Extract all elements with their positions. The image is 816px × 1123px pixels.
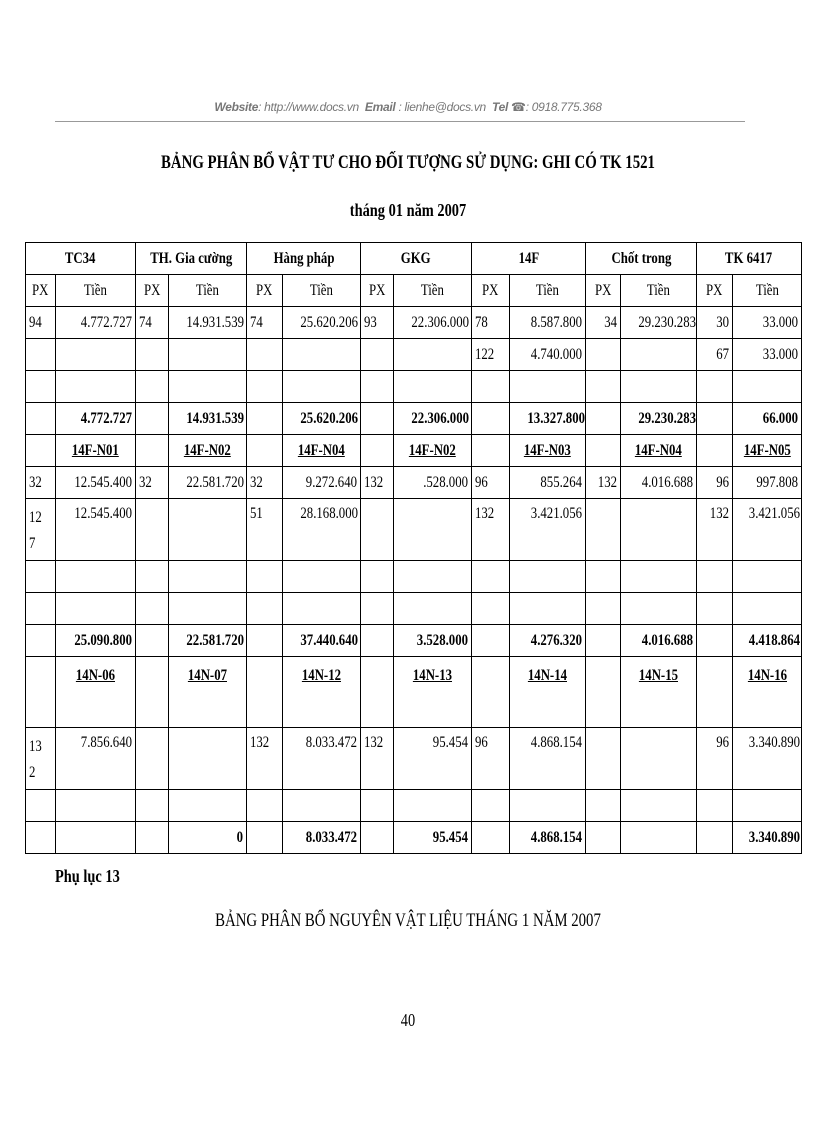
tel-number: ☎: 0918.775.368 (511, 100, 602, 114)
px-cell (136, 561, 169, 593)
amount-cell: 14F-N01 (56, 435, 136, 467)
amount-cell (283, 790, 361, 822)
px-cell (586, 403, 621, 435)
px-cell (361, 822, 394, 854)
px-cell: 32 (136, 467, 169, 499)
document-title: BẢNG PHÂN BỔ VẬT TƯ CHO ĐỐI TƯỢNG SỬ DỤNG: GHI CÓ TK 1521 (161, 152, 655, 173)
amount-cell: 25.620.206 (283, 403, 361, 435)
email-address: : lienhe@docs.vn (398, 100, 486, 114)
amount-cell: 95.454 (394, 728, 472, 790)
amount-cell: 95.454 (394, 822, 472, 854)
amount-cell (621, 822, 697, 854)
amount-cell: 14N-06 (56, 657, 136, 728)
amount-cell (394, 339, 472, 371)
tien-header: Tiền (56, 275, 136, 307)
px-cell (697, 625, 733, 657)
px-cell: 96 (472, 728, 510, 790)
amount-cell: 14F-N02 (394, 435, 472, 467)
px-cell (26, 403, 56, 435)
px-cell (136, 403, 169, 435)
amount-cell: 0 (169, 822, 247, 854)
amount-cell (394, 593, 472, 625)
px-cell (247, 657, 283, 728)
px-cell (472, 822, 510, 854)
px-cell (361, 561, 394, 593)
amount-cell: 4.016.688 (621, 625, 697, 657)
email-label: Email (364, 100, 396, 114)
amount-cell (394, 499, 472, 561)
tien-header: Tiền (283, 275, 361, 307)
amount-cell: 4.868.154 (510, 822, 586, 854)
px-cell (26, 371, 56, 403)
amount-cell: 3.528.000 (394, 625, 472, 657)
px-cell (586, 371, 621, 403)
px-cell: 13 2 (26, 728, 56, 790)
amount-cell (169, 593, 247, 625)
website-label: Website (214, 100, 259, 114)
px-cell (136, 625, 169, 657)
px-cell (136, 371, 169, 403)
px-cell (136, 435, 169, 467)
header-rule (55, 121, 745, 122)
amount-cell: 8.033.472 (283, 728, 361, 790)
amount-cell: 3.421.056 (510, 499, 586, 561)
px-cell (26, 561, 56, 593)
px-cell (361, 403, 394, 435)
px-header: PX (361, 275, 394, 307)
amount-cell: 14N-15 (621, 657, 697, 728)
document-subtitle: tháng 01 năm 2007 (349, 200, 467, 220)
table-row (26, 657, 802, 728)
amount-cell (621, 593, 697, 625)
px-cell (361, 371, 394, 403)
tien-header: Tiền (394, 275, 472, 307)
px-cell (697, 790, 733, 822)
px-cell: 96 (472, 467, 510, 499)
px-cell: 132 (247, 728, 283, 790)
px-cell: 12 7 (26, 499, 56, 561)
px-cell (247, 790, 283, 822)
page-number: 40 (400, 1010, 416, 1030)
amount-cell: 13.327.800 (510, 403, 586, 435)
px-cell (247, 561, 283, 593)
amount-cell: 3.421.056 (733, 499, 802, 561)
px-cell (26, 593, 56, 625)
px-cell (247, 339, 283, 371)
px-cell (136, 728, 169, 790)
amount-cell (56, 371, 136, 403)
amount-cell (394, 790, 472, 822)
px-cell (697, 435, 733, 467)
px-cell: 74 (247, 307, 283, 339)
amount-cell (56, 561, 136, 593)
table-row (26, 435, 802, 467)
amount-cell: 12.545.400 (56, 467, 136, 499)
group-header: TH. Gia cường (136, 243, 247, 275)
px-cell (697, 593, 733, 625)
px-cell: 30 (697, 307, 733, 339)
px-cell (26, 822, 56, 854)
table-row (26, 822, 802, 854)
amount-cell: 25.620.206 (283, 307, 361, 339)
group-header: TC34 (26, 243, 136, 275)
px-cell (361, 790, 394, 822)
px-cell (697, 403, 733, 435)
px-cell: 34 (586, 307, 621, 339)
px-cell (472, 561, 510, 593)
amount-cell: 33.000 (733, 307, 802, 339)
page-header (0, 100, 816, 114)
px-cell: 32 (247, 467, 283, 499)
px-cell (361, 625, 394, 657)
amount-cell (510, 790, 586, 822)
px-header: PX (26, 275, 56, 307)
amount-cell: 22.306.000 (394, 307, 472, 339)
table-row (26, 593, 802, 625)
amount-cell (733, 371, 802, 403)
amount-cell (169, 561, 247, 593)
px-cell (136, 822, 169, 854)
second-title: BẢNG PHÂN BỔ NGUYÊN VẬT LIỆU THÁNG 1 NĂM 2007 (215, 910, 601, 931)
px-cell (586, 435, 621, 467)
table-row (26, 790, 802, 822)
amount-cell: 14N-07 (169, 657, 247, 728)
px-cell (26, 790, 56, 822)
amount-cell: 14F-N03 (510, 435, 586, 467)
px-cell (247, 822, 283, 854)
amount-cell: 9.272.640 (283, 467, 361, 499)
amount-cell: 22.581.720 (169, 625, 247, 657)
px-cell (472, 657, 510, 728)
px-cell (136, 657, 169, 728)
px-cell (247, 403, 283, 435)
amount-cell: 22.581.720 (169, 467, 247, 499)
px-cell (247, 625, 283, 657)
amount-cell: 12.545.400 (56, 499, 136, 561)
amount-cell (621, 339, 697, 371)
tien-header: Tiền (621, 275, 697, 307)
amount-cell: 29.230.283 (621, 403, 697, 435)
px-cell (697, 561, 733, 593)
amount-cell (56, 790, 136, 822)
amount-cell: 4.868.154 (510, 728, 586, 790)
amount-cell: 14.931.539 (169, 403, 247, 435)
amount-cell: 3.340.890 (733, 822, 802, 854)
px-cell (361, 499, 394, 561)
amount-cell: 29.230.283 (621, 307, 697, 339)
px-cell (472, 625, 510, 657)
px-header: PX (697, 275, 733, 307)
px-cell: 122 (472, 339, 510, 371)
group-header: Hàng pháp (247, 243, 361, 275)
amount-cell: 855.264 (510, 467, 586, 499)
px-cell (586, 593, 621, 625)
amount-cell (283, 339, 361, 371)
tel-label: Tel (492, 100, 508, 114)
amount-cell: 25.090.800 (56, 625, 136, 657)
amount-cell: 3.340.890 (733, 728, 802, 790)
px-cell (586, 657, 621, 728)
px-cell (697, 371, 733, 403)
group-header: Chốt trong (586, 243, 697, 275)
px-cell (586, 499, 621, 561)
px-cell: 132 (697, 499, 733, 561)
amount-cell (169, 339, 247, 371)
amount-cell: 14N-14 (510, 657, 586, 728)
allocation-table (25, 242, 802, 854)
amount-cell: 7.856.640 (56, 728, 136, 790)
group-header: TK 6417 (697, 243, 802, 275)
amount-cell (169, 728, 247, 790)
amount-cell: 14F-N04 (621, 435, 697, 467)
px-cell (472, 403, 510, 435)
amount-cell: 4.740.000 (510, 339, 586, 371)
px-cell (247, 371, 283, 403)
px-cell: 132 (586, 467, 621, 499)
amount-cell: 14N-12 (283, 657, 361, 728)
px-cell (697, 657, 733, 728)
amount-cell: 8.033.472 (283, 822, 361, 854)
px-cell (361, 435, 394, 467)
px-cell (586, 728, 621, 790)
px-cell (26, 657, 56, 728)
amount-cell (56, 822, 136, 854)
px-header: PX (472, 275, 510, 307)
px-cell: 132 (472, 499, 510, 561)
px-cell: 96 (697, 467, 733, 499)
amount-cell: 14F-N04 (283, 435, 361, 467)
amount-cell: 4.418.864 (733, 625, 802, 657)
tien-header: Tiền (733, 275, 802, 307)
amount-cell (733, 561, 802, 593)
amount-cell (510, 371, 586, 403)
px-cell (472, 790, 510, 822)
px-cell (586, 790, 621, 822)
amount-cell: 22.306.000 (394, 403, 472, 435)
amount-cell: .528.000 (394, 467, 472, 499)
amount-cell: 14.931.539 (169, 307, 247, 339)
amount-cell: 4.016.688 (621, 467, 697, 499)
table-row (26, 728, 802, 790)
px-cell (472, 593, 510, 625)
amount-cell (621, 371, 697, 403)
website-url: : http://www.docs.vn (258, 100, 359, 114)
table-row (26, 403, 802, 435)
amount-cell: 4.772.727 (56, 307, 136, 339)
px-cell: 132 (361, 467, 394, 499)
px-cell (697, 822, 733, 854)
table-row (26, 307, 802, 339)
group-header: 14F (472, 243, 586, 275)
px-cell: 93 (361, 307, 394, 339)
amount-cell (56, 593, 136, 625)
amount-cell (510, 593, 586, 625)
px-cell (472, 371, 510, 403)
amount-cell (621, 790, 697, 822)
px-header: PX (247, 275, 283, 307)
amount-cell (394, 371, 472, 403)
amount-cell (394, 561, 472, 593)
amount-cell: 14F-N05 (733, 435, 802, 467)
amount-cell (283, 561, 361, 593)
amount-cell: 14N-13 (394, 657, 472, 728)
amount-cell: 997.808 (733, 467, 802, 499)
px-cell (361, 593, 394, 625)
px-cell: 94 (26, 307, 56, 339)
amount-cell (283, 371, 361, 403)
amount-cell (733, 593, 802, 625)
px-header: PX (586, 275, 621, 307)
amount-cell (169, 499, 247, 561)
amount-cell (56, 339, 136, 371)
px-cell (26, 339, 56, 371)
px-cell: 132 (361, 728, 394, 790)
amount-cell: 28.168.000 (283, 499, 361, 561)
px-cell (472, 435, 510, 467)
table-row (26, 625, 802, 657)
table-row (26, 467, 802, 499)
table-row (26, 561, 802, 593)
sub-header-row (26, 275, 802, 307)
px-cell (361, 339, 394, 371)
group-header: GKG (361, 243, 472, 275)
amount-cell: 4.772.727 (56, 403, 136, 435)
amount-cell (169, 790, 247, 822)
amount-cell (733, 790, 802, 822)
px-cell: 32 (26, 467, 56, 499)
tien-header: Tiền (169, 275, 247, 307)
px-cell (136, 499, 169, 561)
table-row (26, 499, 802, 561)
amount-cell (621, 499, 697, 561)
px-cell: 78 (472, 307, 510, 339)
px-header: PX (136, 275, 169, 307)
px-cell (247, 435, 283, 467)
px-cell (586, 561, 621, 593)
amount-cell (510, 561, 586, 593)
amount-cell: 37.440.640 (283, 625, 361, 657)
px-cell (586, 339, 621, 371)
appendix-label: Phụ lục 13 (55, 866, 120, 886)
px-cell (26, 435, 56, 467)
px-cell (586, 625, 621, 657)
amount-cell: 14F-N02 (169, 435, 247, 467)
px-cell (136, 339, 169, 371)
px-cell: 96 (697, 728, 733, 790)
table-row (26, 371, 802, 403)
group-header-row (26, 243, 802, 275)
px-cell: 51 (247, 499, 283, 561)
px-cell (136, 593, 169, 625)
px-cell: 67 (697, 339, 733, 371)
px-cell (361, 657, 394, 728)
amount-cell (169, 371, 247, 403)
amount-cell: 66.000 (733, 403, 802, 435)
amount-cell: 8.587.800 (510, 307, 586, 339)
amount-cell: 33.000 (733, 339, 802, 371)
tien-header: Tiền (510, 275, 586, 307)
table-row (26, 339, 802, 371)
amount-cell: 4.276.320 (510, 625, 586, 657)
amount-cell (283, 593, 361, 625)
px-cell (586, 822, 621, 854)
px-cell: 74 (136, 307, 169, 339)
px-cell (247, 593, 283, 625)
amount-cell: 14N-16 (733, 657, 802, 728)
amount-cell (621, 561, 697, 593)
amount-cell (621, 728, 697, 790)
px-cell (136, 790, 169, 822)
px-cell (26, 625, 56, 657)
